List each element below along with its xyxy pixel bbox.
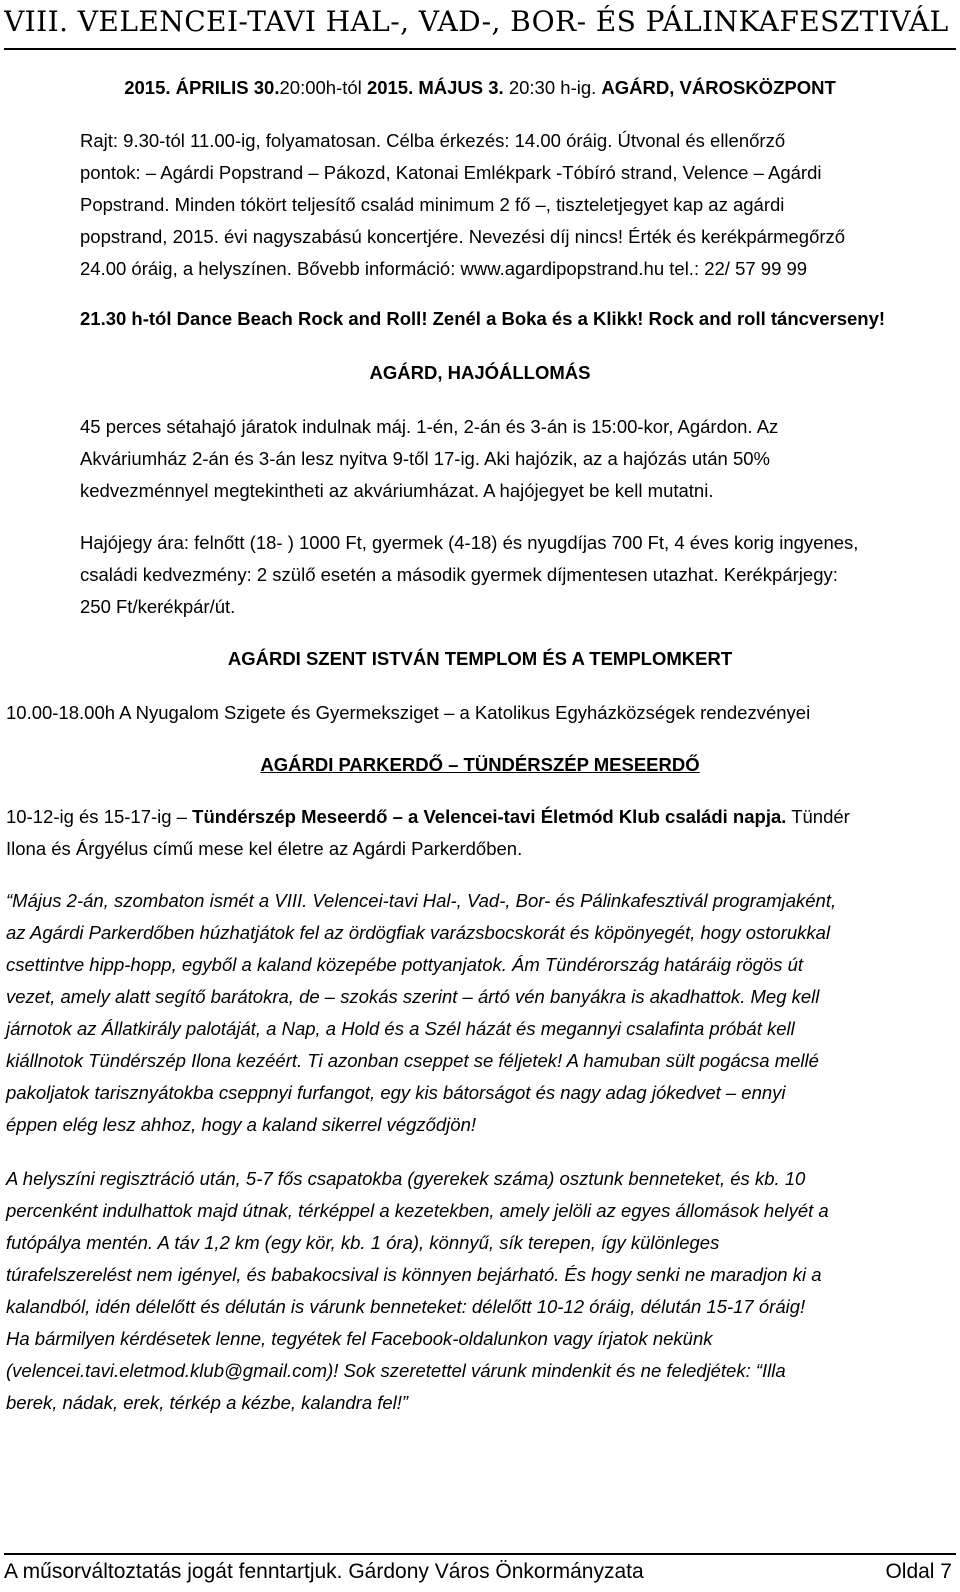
- parkerdo-time-text: 10-12-ig és 15-17-ig –: [6, 806, 193, 827]
- parkerdo-event-title: Tündérszép Meseerdő – a Velencei-tavi Életmód Klub családi napja.: [192, 806, 787, 827]
- page-footer: [4, 1553, 956, 1591]
- registration-line: berek, nádak, erek, térkép a kézbe, kalandra fel!”: [6, 1392, 409, 1413]
- registration-line: futópálya mentén. A táv 1,2 km (egy kör, kb. 1 óra), könnyű, sík terepen, így különleges: [6, 1232, 720, 1253]
- story-line: az Agárdi Parkerdőben húzhatjátok fel az ördögfiak varázsbocskorát és köpönyegét, hogy ostorukkal: [6, 922, 831, 943]
- section-heading-parkerdo: AGÁRDI PARKERDŐ – TÜNDÉRSZÉP MESEERDŐ: [260, 754, 700, 775]
- registration-line: (velencei.tavi.eletmod.klub@gmail.com)! Sok szeretettel várunk mindenkit és ne feledjétek: “Illa: [6, 1360, 786, 1381]
- section-heading-templom: AGÁRDI SZENT ISTVÁN TEMPLOM ÉS A TEMPLOMKERT: [227, 648, 733, 669]
- story-line: vezet, amely alatt segítő barátokra, de – szokás szerint – ártó vén banyákra is akadhattok. Meg kell: [6, 986, 820, 1007]
- parkerdo-intro-line: Ilona és Árgyélus című mese kel életre az Agárdi Parkerdőben.: [6, 838, 523, 859]
- parkerdo-intro-tail: Tündér: [786, 806, 850, 827]
- race-paragraph-line: 24.00 óráig, a helyszínen. Bővebb információ: www.agardipopstrand.hu tel.: 22/ 57 99 99: [80, 258, 808, 279]
- dance-line: 21.30 h-tól Dance Beach Rock and Roll! Zenél a Boka és a Klikk! Rock and roll táncverseny!: [80, 308, 886, 329]
- ticket-price-line: családi kedvezmény: 2 szülő esetén a második gyermek díjmentesen utazhat. Kerékpárjegy:: [80, 564, 838, 585]
- dateline-end-date: 2015. MÁJUS 3.: [366, 77, 504, 98]
- footer-notice: A műsorváltoztatás jogát fenntartjuk. Gárdony Város Önkormányzata: [4, 1560, 644, 1583]
- story-line: járnotok az Állatkirály palotáját, a Nap, a Hold és a Szél házát és megannyi csalafinta próbát kell: [6, 1018, 795, 1039]
- parkerdo-intro-line: [6, 801, 956, 833]
- page-header-title: VIII. VELENCEI-TAVI HAL-, VAD-, BOR- ÉS PÁLINKAFESZTIVÁL: [4, 2, 956, 50]
- hajo-paragraph-line: kedvezménnyel megtekintheti az akváriumházat. A hajójegyet be kell mutatni.: [80, 480, 714, 501]
- dateline-place: AGÁRD, VÁROSKÖZPONT: [601, 77, 836, 98]
- registration-line: kalandból, idén délelőtt és délután is várunk benneteket: délelőtt 10-12 óráig, délután 15-17 óráig!: [6, 1296, 806, 1317]
- section-heading-hajoallomas: AGÁRD, HAJÓÁLLOMÁS: [369, 362, 591, 383]
- hajo-paragraph-line: 45 perces sétahajó járatok indulnak máj. 1-én, 2-án és 3-án is 15:00-kor, Agárdon. Az: [80, 416, 779, 437]
- story-line: csettintve hipp-hopp, egyből a kaland közepébe pottyanjatok. Ám Tündérország határáig rögös út: [6, 954, 804, 975]
- event-dateline: [0, 72, 960, 104]
- story-line: éppen elég lesz ahhoz, hogy a kaland sikerrel végződjön!: [6, 1114, 477, 1135]
- registration-line: percenként indulhattok majd útnak, térképpel a kezetekben, amely jelöli az egyes állomások helyét a: [6, 1200, 829, 1221]
- race-paragraph-line: Rajt: 9.30-tól 11.00-ig, folyamatosan. Célba érkezés: 14.00 óráig. Útvonal és ellenőrző: [80, 130, 786, 151]
- dateline-end-time: 20:30 h-ig.: [508, 77, 597, 98]
- templom-program-line: 10.00-18.00h A Nyugalom Szigete és Gyermeksziget – a Katolikus Egyházközségek rendezvényei: [6, 702, 811, 723]
- registration-line: Ha bármilyen kérdésetek lenne, tegyétek fel Facebook-oldalunkon vagy írjatok nekünk: [6, 1328, 713, 1349]
- ticket-price-line: 250 Ft/kerékpár/út.: [80, 596, 236, 617]
- dateline-start-date: 2015. ÁPRILIS 30.: [124, 77, 280, 98]
- registration-line: A helyszíni regisztráció után, 5-7 fős csapatokba (gyerekek száma) osztunk benneteket, és kb. 10: [6, 1168, 806, 1189]
- dateline-start-time: 20:00h-tól: [279, 77, 362, 98]
- race-paragraph-line: Popstrand. Minden tókört teljesítő család minimum 2 fő –, tiszteletjegyet kap az agárdi: [80, 194, 785, 215]
- story-line: pakoljatok tarisznyátokba cseppnyi furfangot, egy kis bátorságot és nagy adag jókedvet – ennyi: [6, 1082, 786, 1103]
- race-paragraph-line: pontok: – Agárdi Popstrand – Pákozd, Katonai Emlékpark -Tóbíró strand, Velence – Agárdi: [80, 162, 822, 183]
- race-paragraph-line: popstrand, 2015. évi nagyszabású koncertjére. Nevezési díj nincs! Érték és kerékpármegőrző: [80, 226, 846, 247]
- hajo-paragraph-line: Akváriumház 2-án és 3-án lesz nyitva 9-től 17-ig. Aki hajózik, az a hajózás után 50%: [80, 448, 771, 469]
- ticket-price-line: Hajójegy ára: felnőtt (18- ) 1000 Ft, gyermek (4-18) és nyugdíjas 700 Ft, 4 éves korig ingyenes,: [80, 532, 859, 553]
- story-line: kiállnotok Tündérszép Ilona kezéért. Ti azonban cseppet se féljetek! A hamuban sült pogácsa mellé: [6, 1050, 819, 1071]
- registration-line: túrafelszerelést nem igényel, és babakocsival is könnyen bejárható. És hogy senki ne maradjon ki a: [6, 1264, 822, 1285]
- footer-page-number: Oldal 7: [885, 1560, 952, 1583]
- story-line: “Május 2-án, szombaton ismét a VIII. Velencei-tavi Hal-, Vad-, Bor- és Pálinkafesztivál programjaként,: [6, 890, 837, 911]
